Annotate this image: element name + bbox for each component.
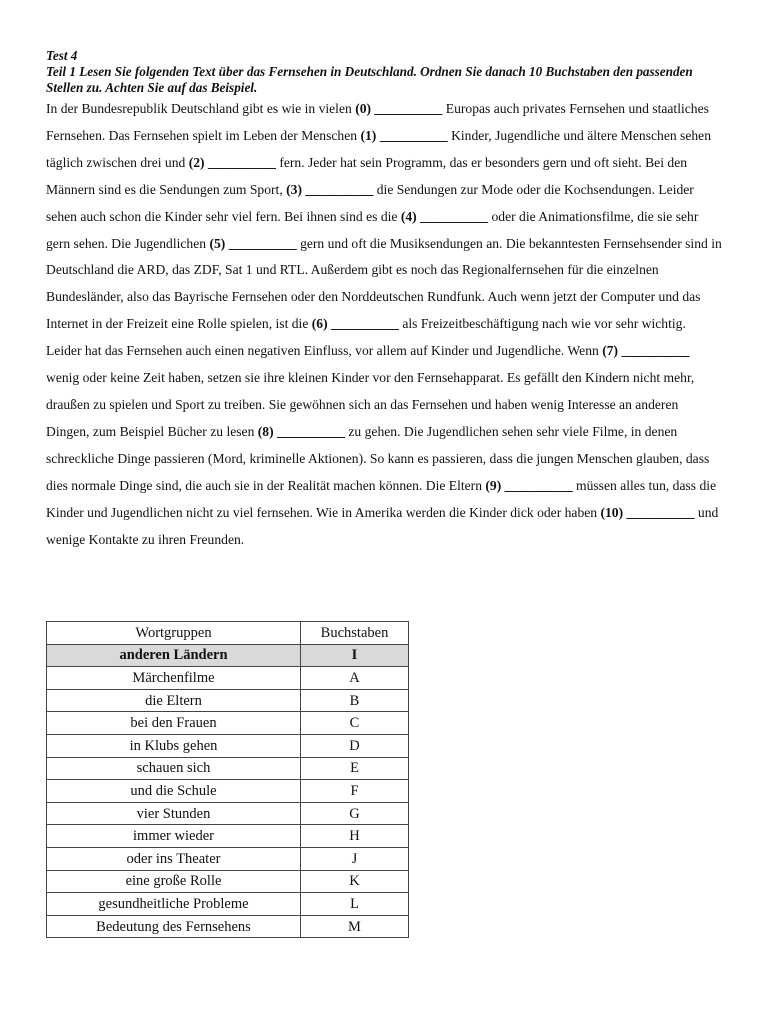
passage-text: und wenige Kontakte zu ihren Freunden.: [46, 504, 719, 547]
passage-text: gern und oft die Musiksendungen an. Die bekanntesten Fernsehsender sind in Deutschland die ARD, das ZDF, Sat 1 und RTL. Außerdem gibt es noch das Regionalfernsehen für die einzelnen Bundesländer, also das Bayrische Fernsehen oder den Norddeutschen Rundfunk. Auch wenn jetzt der Computer und das Internet in der Freizeit eine Rolle spielen, ist die: [46, 235, 722, 332]
letter-cell: H: [301, 825, 409, 848]
letter-cell: D: [301, 734, 409, 757]
letter-cell: C: [301, 712, 409, 735]
table-row: [47, 825, 409, 848]
letter-cell: G: [301, 802, 409, 825]
table-row: [47, 780, 409, 803]
table-row: [47, 712, 409, 735]
word-group-cell: Märchenfilme: [47, 667, 301, 690]
passage-text: Europas auch privates Fernsehen und staatliches Fernsehen. Das Fernsehen spielt im Leben der Menschen: [46, 101, 709, 143]
task-instructions: Teil 1 Lesen Sie folgenden Text über das Fernsehen in Deutschland. Ordnen Sie danach 10 Buchstaben den passenden Stellen zu. Achten Sie auf das Beispiel.: [46, 64, 693, 95]
table-row: [47, 757, 409, 780]
word-group-cell: bei den Frauen: [47, 712, 301, 735]
example-row: [47, 644, 409, 667]
word-group-cell: oder ins Theater: [47, 847, 301, 870]
table-row: [47, 667, 409, 690]
table-body: [47, 644, 409, 938]
table-row: [47, 870, 409, 893]
passage-text: wenig oder keine Zeit haben, setzen sie ihre kleinen Kinder vor den Fernsehapparat. Es gefällt den Kindern nicht mehr, draußen zu spielen und Sport zu treiben. Sie gewöhnen sich an das Fernsehen und haben wenig Interesse an anderen Dingen, zum Beispiel Bücher zu lesen: [46, 370, 695, 439]
gap-marker: (5) __________: [209, 235, 297, 251]
word-group-cell: schauen sich: [47, 757, 301, 780]
letter-cell: B: [301, 689, 409, 712]
table-row: [47, 847, 409, 870]
table-header-row: [47, 622, 409, 645]
passage-text: oder die Animationsfilme, die sie sehr gern sehen. Die Jugendlichen: [46, 208, 699, 251]
column-header-word-groups: Wortgruppen: [47, 622, 301, 645]
word-group-cell: die Eltern: [47, 689, 301, 712]
passage-text: als Freizeitbeschäftigung nach wie vor sehr wichtig. Leider hat das Fernsehen auch einen negativen Einfluss, vor allem auf Kinder und Jugendliche. Wenn: [46, 316, 686, 359]
test-title: Test 4: [46, 48, 78, 63]
passage-text: die Sendungen zur Mode oder die Kochsendungen. Leider sehen auch schon die Kinder sehr viel fern. Bei ihnen sind es die: [46, 181, 694, 224]
letter-cell: K: [301, 870, 409, 893]
gap-marker: (0) __________: [355, 101, 443, 116]
gap-marker: (10) __________: [600, 504, 695, 520]
table-row: [47, 802, 409, 825]
word-group-cell: in Klubs gehen: [47, 734, 301, 757]
passage-text: zu gehen. Die Jugendlichen sehen sehr viele Filme, in denen schreckliche Dinge passieren (Mord, kriminelle Aktionen). So kann es passieren, dass die jungen Menschen glauben, dass dies normale Dinge sind, die auch sie in der Realität machen können. Die Eltern: [46, 423, 710, 493]
word-group-cell: und die Schule: [47, 780, 301, 803]
word-group-cell: gesundheitliche Probleme: [47, 893, 301, 916]
gap-marker: (4) __________: [400, 208, 489, 224]
word-group-cell: immer wieder: [47, 825, 301, 848]
letter-cell: J: [301, 847, 409, 870]
column-header-letters: Buchstaben: [301, 622, 409, 645]
passage-text: In der Bundesrepublik Deutschland gibt es wie in vielen: [46, 101, 356, 116]
gap-marker: (7) __________: [602, 343, 690, 359]
letter-cell: I: [301, 644, 409, 667]
word-group-cell: vier Stunden: [47, 802, 301, 825]
passage-text: fern. Jeder hat sein Programm, das er besonders gern und oft sieht. Bei den Männern sind es die Sendungen zum Sport,: [46, 154, 688, 197]
passage-text: müssen alles tun, dass die Kinder und Jugendlichen nicht zu viel fernsehen. Wie in Amerika werden die Kinder dick oder haben: [46, 477, 717, 520]
gap-marker: (8) __________: [257, 423, 345, 439]
gap-marker: (3) __________: [286, 181, 374, 197]
letter-cell: L: [301, 893, 409, 916]
gap-marker: (2) __________: [188, 154, 276, 170]
table-row: [47, 915, 409, 938]
word-group-cell: anderen Ländern: [47, 644, 301, 667]
letter-cell: A: [301, 667, 409, 690]
table-row: [47, 689, 409, 712]
word-group-cell: eine große Rolle: [47, 870, 301, 893]
letter-cell: E: [301, 757, 409, 780]
word-group-table: [46, 621, 409, 938]
table-row: [47, 734, 409, 757]
reading-passage: [46, 96, 722, 553]
gap-marker: (9) __________: [485, 477, 573, 493]
passage-text: Kinder, Jugendliche und ältere Menschen sehen täglich zwischen drei und: [46, 127, 711, 170]
word-group-cell: Bedeutung des Fernsehens: [47, 915, 301, 938]
table-row: [47, 893, 409, 916]
letter-cell: F: [301, 780, 409, 803]
gap-marker: (1) __________: [360, 127, 448, 143]
gap-marker: (6) __________: [311, 316, 399, 332]
letter-cell: M: [301, 915, 409, 938]
